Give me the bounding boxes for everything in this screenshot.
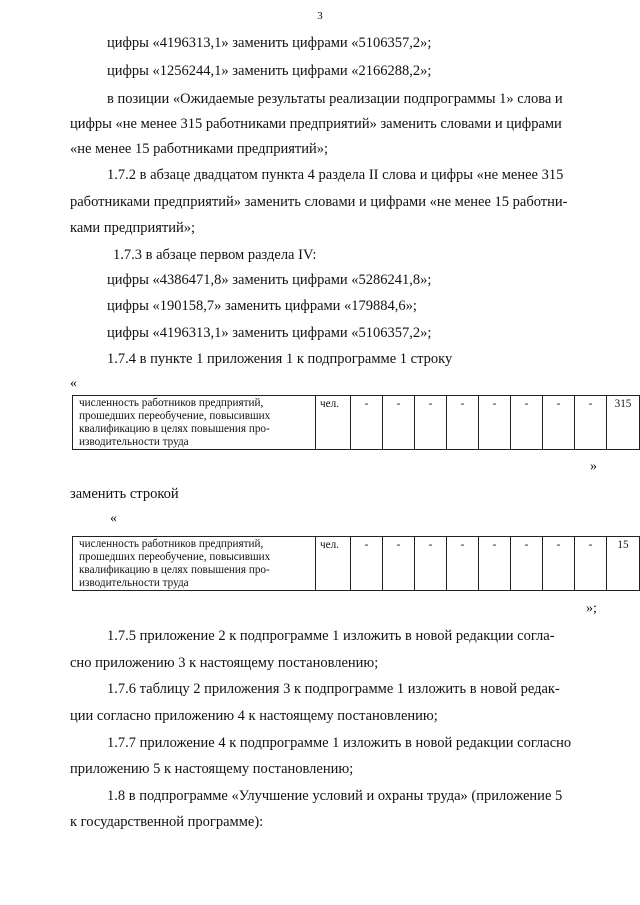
table-new-row xyxy=(72,536,640,591)
paragraph-line: приложению 5 к настоящему постановлению; xyxy=(70,761,354,777)
paragraph-line: цифры «190158,7» заменить цифрами «179884,6»; xyxy=(107,298,417,314)
table-cell: - xyxy=(383,396,415,450)
unit-cell: чел. xyxy=(316,396,351,450)
paragraph-line: цифры «4386471,8» заменить цифрами «5286241,8»; xyxy=(107,272,432,288)
table-cell: - xyxy=(479,396,511,450)
paragraph-line: 1.7.5 приложение 2 к подпрограмме 1 изложить в новой редакции согла- xyxy=(107,628,555,644)
table-row xyxy=(73,396,640,450)
table-cell: - xyxy=(415,537,447,591)
table-cell: - xyxy=(543,537,575,591)
table-cell: - xyxy=(415,396,447,450)
paragraph-line: в позиции «Ожидаемые результаты реализации подпрограммы 1» слова и xyxy=(107,91,563,107)
paragraph-line: ции согласно приложению 4 к настоящему постановлению; xyxy=(70,708,438,724)
paragraph-line: 1.7.7 приложение 4 к подпрограмме 1 изложить в новой редакции согласно xyxy=(107,735,572,751)
paragraph-line: 1.7.3 в абзаце первом раздела IV: xyxy=(113,247,317,263)
close-quote: » xyxy=(590,459,597,474)
table-cell: - xyxy=(575,396,607,450)
indicator-description: численность работников предприятий, прошедших переобучение, повысивших квалификацию в целях повышения про- изводительности труда xyxy=(73,396,316,450)
table-cell: - xyxy=(447,396,479,450)
paragraph-line: ками предприятий»; xyxy=(70,220,196,236)
close-quote: »; xyxy=(586,601,597,616)
indicator-description: численность работников предприятий, прошедших переобучение, повысивших квалификацию в целях повышения про- изводительности труда xyxy=(73,537,316,591)
paragraph-line: 1.8 в подпрограмме «Улучшение условий и охраны труда» (приложение 5 xyxy=(107,788,563,804)
open-quote: « xyxy=(110,511,117,526)
table-cell: - xyxy=(351,396,383,450)
table-cell: - xyxy=(479,537,511,591)
paragraph-line: работниками предприятий» заменить словами и цифрами «не менее 15 работни- xyxy=(70,194,568,210)
table-cell: - xyxy=(511,537,543,591)
value-cell: 15 xyxy=(607,537,640,591)
table-cell: - xyxy=(351,537,383,591)
paragraph-line: 1.7.6 таблицу 2 приложения 3 к подпрограмме 1 изложить в новой редак- xyxy=(107,681,560,697)
paragraph-line: цифры «не менее 315 работниками предприятий» заменить словами и цифрами xyxy=(70,116,562,132)
paragraph-line: заменить строкой xyxy=(70,486,179,502)
paragraph-line: 1.7.2 в абзаце двадцатом пункта 4 раздела II слова и цифры «не менее 315 xyxy=(107,167,564,183)
paragraph-line: цифры «4196313,1» заменить цифрами «5106357,2»; xyxy=(107,35,432,51)
table-cell: - xyxy=(383,537,415,591)
paragraph-line: цифры «1256244,1» заменить цифрами «2166288,2»; xyxy=(107,63,432,79)
paragraph-line: цифры «4196313,1» заменить цифрами «5106357,2»; xyxy=(107,325,432,341)
paragraph-line: к государственной программе): xyxy=(70,814,264,830)
table-cell: - xyxy=(575,537,607,591)
paragraph-line: «не менее 15 работниками предприятий»; xyxy=(70,141,329,157)
table-row xyxy=(73,537,640,591)
table-cell: - xyxy=(543,396,575,450)
paragraph-line: 1.7.4 в пункте 1 приложения 1 к подпрограмме 1 строку xyxy=(107,351,453,367)
unit-cell: чел. xyxy=(316,537,351,591)
value-cell: 315 xyxy=(607,396,640,450)
paragraph-line: сно приложению 3 к настоящему постановлению; xyxy=(70,655,379,671)
table-cell: - xyxy=(447,537,479,591)
page-number: 3 xyxy=(317,10,323,22)
open-quote: « xyxy=(70,376,77,391)
table-cell: - xyxy=(511,396,543,450)
table-old-row xyxy=(72,395,640,450)
